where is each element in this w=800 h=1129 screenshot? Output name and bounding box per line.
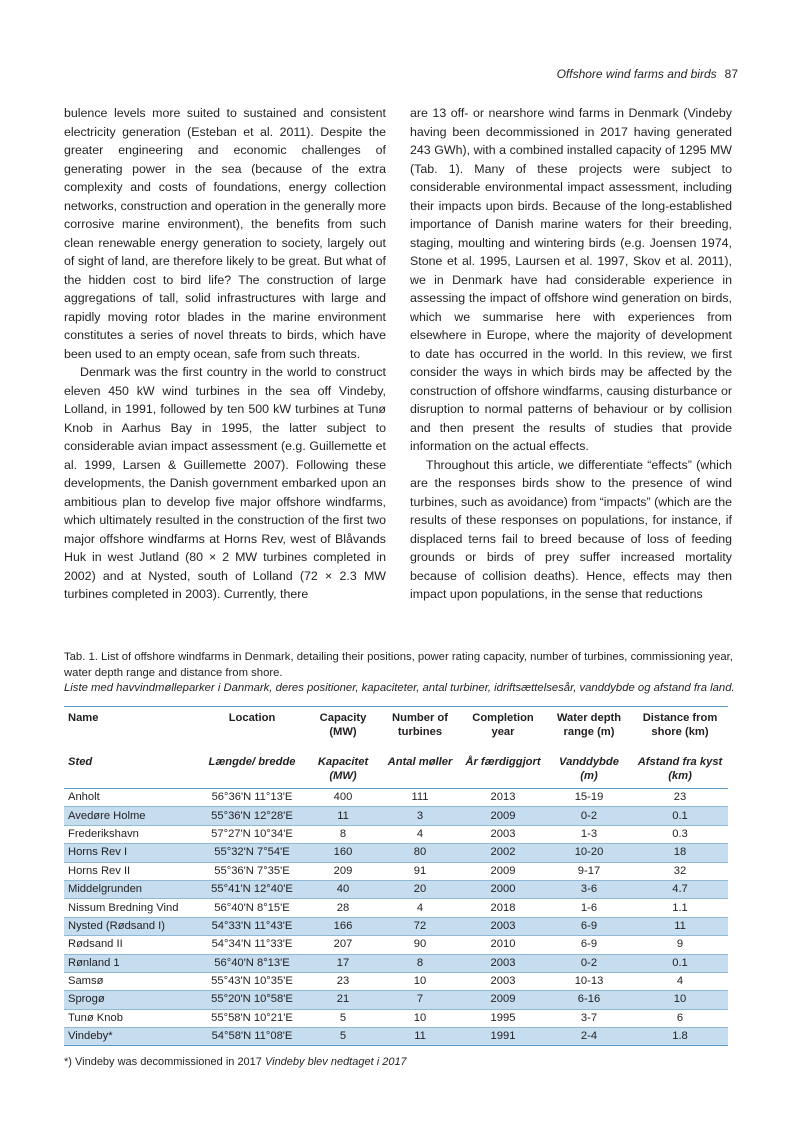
cell-turbines: 8 xyxy=(380,954,460,972)
cell-distance: 10 xyxy=(632,991,728,1009)
cell-depth: 2-4 xyxy=(546,1028,632,1046)
cell-year: 1991 xyxy=(460,1028,546,1046)
cell-turbines: 90 xyxy=(380,936,460,954)
cell-year: 2009 xyxy=(460,807,546,825)
cell-name: Sprogø xyxy=(64,991,198,1009)
header-laengde-bredde: Længde/ bredde xyxy=(198,752,306,789)
cell-capacity: 400 xyxy=(306,789,380,807)
cell-distance: 0.3 xyxy=(632,825,728,843)
cell-location: 57°27'N 10°34'E xyxy=(198,825,306,843)
header-turbines: Number of turbines xyxy=(380,707,460,753)
cell-year: 1995 xyxy=(460,1009,546,1027)
table-row xyxy=(64,1009,728,1027)
cell-name: Frederikshavn xyxy=(64,825,198,843)
cell-year: 2013 xyxy=(460,789,546,807)
header-name: Name xyxy=(64,707,198,753)
cell-distance: 1.1 xyxy=(632,899,728,917)
cell-capacity: 5 xyxy=(306,1028,380,1046)
header-kapacitet: Kapacitet (MW) xyxy=(306,752,380,789)
cell-distance: 18 xyxy=(632,844,728,862)
cell-distance: 23 xyxy=(632,789,728,807)
paragraph: Throughout this article, we differentiate “effects” (which are the responses birds show to the presence of wind turbines, such as avoidance) from “impacts” (which are the results of these responses on populations, for instance, if displaced terns fail to breed because of loss of feeding grounds or birds of prey suffer increased mortality because of collision deaths). Hence, effects may then impact upon populations, in the sense that reductions xyxy=(410,457,732,601)
cell-turbines: 111 xyxy=(380,789,460,807)
cell-name: Vindeby* xyxy=(64,1028,198,1046)
cell-capacity: 160 xyxy=(306,844,380,862)
header-vanddybde: Vanddybde (m) xyxy=(546,752,632,789)
cell-depth: 9-17 xyxy=(546,862,632,880)
cell-year: 2003 xyxy=(460,825,546,843)
cell-capacity: 11 xyxy=(306,807,380,825)
cell-year: 2003 xyxy=(460,917,546,935)
cell-turbines: 4 xyxy=(380,825,460,843)
windfarm-table xyxy=(64,706,728,1046)
cell-location: 54°58'N 11°08'E xyxy=(198,1028,306,1046)
cell-capacity: 28 xyxy=(306,899,380,917)
cell-year: 2002 xyxy=(460,844,546,862)
cell-turbines: 10 xyxy=(380,972,460,990)
table-row xyxy=(64,917,728,935)
table-row xyxy=(64,899,728,917)
table-row xyxy=(64,825,728,843)
cell-turbines: 11 xyxy=(380,1028,460,1046)
footnote-danish: Vindeby blev nedtaget i 2017 xyxy=(264,1056,407,1068)
cell-location: 55°43'N 10°35'E xyxy=(198,972,306,990)
cell-distance: 4.7 xyxy=(632,880,728,898)
cell-name: Horns Rev I xyxy=(64,844,198,862)
cell-depth: 1-6 xyxy=(546,899,632,917)
header-distance: Distance from shore (km) xyxy=(632,707,728,753)
header-depth: Water depth range (m) xyxy=(546,707,632,753)
cell-year: 2018 xyxy=(460,899,546,917)
page-number: 87 xyxy=(724,67,738,81)
cell-year: 2000 xyxy=(460,880,546,898)
cell-capacity: 8 xyxy=(306,825,380,843)
table-footnote xyxy=(64,1056,407,1068)
table-row xyxy=(64,954,728,972)
cell-location: 56°40'N 8°15'E xyxy=(198,899,306,917)
cell-distance: 4 xyxy=(632,972,728,990)
cell-turbines: 10 xyxy=(380,1009,460,1027)
cell-capacity: 17 xyxy=(306,954,380,972)
table-row xyxy=(64,1028,728,1046)
paragraph: Denmark was the first country in the world to construct eleven 450 kW wind turbines in the sea off Vindeby, Lolland, in 1991, followed by ten 500 kW turbines at Tunø Knob in Aarhus Bay in 1995, the latter subject to considerable avian impact assessment (e.g. Guillemette et al. 1999, Larsen & Guillemette 2007). Following these developments, the Danish government embarked upon an ambitious plan to develop five major offshore windfarms, which ultimately resulted in the construction of the first two major offshore windfarms at Horns Rev, west of Blåvands Huk in west Jutland (80 × 2 MW turbines completed in 2002) and at Nysted, south of Lolland (72 × 2.3 MW turbines completed in 2003). Currently, there xyxy=(64,365,386,601)
cell-location: 55°36'N 12°28'E xyxy=(198,807,306,825)
cell-capacity: 166 xyxy=(306,917,380,935)
running-head-title: Offshore wind farms and birds xyxy=(556,67,717,81)
cell-name: Nysted (Rødsand I) xyxy=(64,917,198,935)
cell-turbines: 72 xyxy=(380,917,460,935)
cell-year: 2010 xyxy=(460,936,546,954)
header-afstand: Afstand fra kyst (km) xyxy=(632,752,728,789)
table-caption xyxy=(64,650,736,697)
cell-depth: 6-9 xyxy=(546,917,632,935)
cell-year: 2009 xyxy=(460,862,546,880)
cell-location: 55°41'N 12°40'E xyxy=(198,880,306,898)
footnote-english: *) Vindeby was decommissioned in 2017 xyxy=(64,1056,262,1068)
header-capacity: Capacity (MW) xyxy=(306,707,380,753)
table-row xyxy=(64,862,728,880)
table-row xyxy=(64,844,728,862)
cell-turbines: 91 xyxy=(380,862,460,880)
cell-distance: 32 xyxy=(632,862,728,880)
cell-year: 2003 xyxy=(460,972,546,990)
cell-name: Rønland 1 xyxy=(64,954,198,972)
caption-danish: Liste med havvindmølleparker i Danmark, deres positioner, kapaciteter, antal turbiner, idriftsættelsesår, vanddybde og afstand fra land. xyxy=(64,682,735,694)
cell-location: 54°33'N 11°43'E xyxy=(198,917,306,935)
cell-capacity: 207 xyxy=(306,936,380,954)
cell-name: Horns Rev II xyxy=(64,862,198,880)
cell-distance: 0.1 xyxy=(632,954,728,972)
cell-location: 56°36'N 11°13'E xyxy=(198,789,306,807)
paragraph: are 13 off- or nearshore wind farms in Denmark (Vindeby having been decommissioned in 2017 having generated 243 GWh), with a combined installed capacity of 1295 MW (Tab. 1). Many of these projects were subject to considerable environmental impact assessment, including their impacts upon birds. Because of the long-established importance of Danish marine waters for their breeding, staging, moulting and wintering birds (e.g. Joensen 1974, Stone et al. 1995, Laursen et al. 1997, Skov et al. 2011), we in Denmark have had considerable experience in assessing the impact of offshore wind generation on birds, which we summarise here with experiences from elsewhere in Europe, where the majority of development to date has occurred in the world. In this review, we first consider the ways in which birds may be affected by the construction of offshore windfarms, causing disturbance or disruption to normal patterns of behaviour or by collision and then present the results of studies that provide information on the actual effects. xyxy=(410,106,732,453)
body-column-left xyxy=(64,104,386,604)
cell-turbines: 80 xyxy=(380,844,460,862)
cell-name: Middelgrunden xyxy=(64,880,198,898)
header-sted: Sted xyxy=(64,752,198,789)
header-row-english xyxy=(64,707,728,753)
cell-turbines: 7 xyxy=(380,991,460,1009)
cell-turbines: 4 xyxy=(380,899,460,917)
cell-depth: 6-16 xyxy=(546,991,632,1009)
cell-depth: 15-19 xyxy=(546,789,632,807)
cell-distance: 6 xyxy=(632,1009,728,1027)
cell-depth: 1-3 xyxy=(546,825,632,843)
cell-depth: 0-2 xyxy=(546,807,632,825)
table-row xyxy=(64,789,728,807)
running-head xyxy=(557,67,738,81)
header-location: Location xyxy=(198,707,306,753)
table-row xyxy=(64,936,728,954)
cell-depth: 3-7 xyxy=(546,1009,632,1027)
cell-depth: 3-6 xyxy=(546,880,632,898)
cell-turbines: 3 xyxy=(380,807,460,825)
header-antal-moller: Antal møller xyxy=(380,752,460,789)
cell-turbines: 20 xyxy=(380,880,460,898)
cell-location: 55°20'N 10°58'E xyxy=(198,991,306,1009)
cell-name: Tunø Knob xyxy=(64,1009,198,1027)
cell-location: 55°58'N 10°21'E xyxy=(198,1009,306,1027)
cell-depth: 10-13 xyxy=(546,972,632,990)
cell-location: 55°36'N 7°35'E xyxy=(198,862,306,880)
cell-depth: 10-20 xyxy=(546,844,632,862)
body-column-right xyxy=(410,104,732,604)
cell-capacity: 209 xyxy=(306,862,380,880)
cell-capacity: 40 xyxy=(306,880,380,898)
table-row xyxy=(64,880,728,898)
cell-name: Rødsand II xyxy=(64,936,198,954)
cell-year: 2009 xyxy=(460,991,546,1009)
cell-year: 2003 xyxy=(460,954,546,972)
cell-name: Anholt xyxy=(64,789,198,807)
caption-english: Tab. 1. List of offshore windfarms in Denmark, detailing their positions, power rating capacity, number of turbines, commissioning year, water depth range and distance from shore. xyxy=(64,651,733,679)
header-year: Completion year xyxy=(460,707,546,753)
paragraph: bulence levels more suited to sustained and consistent electricity generation (Esteban et al. 2011). Despite the greater engineering and economic challenges of generating power in the sea (because of the extra complexity and costs of foundations, energy collection networks, construction and operation in the generally more corrosive marine environment), the benefits from such clean renewable energy generation to society, largely out of sight of land, are therefore likely to be great. But what of the hidden cost to bird life? The construction of large aggregations of tall, solid infrastructures with large and rapidly moving rotor blades in the marine environment constitutes a series of novel threats to birds, which have been used to an empty ocean, safe from such threats. xyxy=(64,106,386,361)
cell-distance: 11 xyxy=(632,917,728,935)
table-row xyxy=(64,807,728,825)
cell-depth: 6-9 xyxy=(546,936,632,954)
cell-distance: 1.8 xyxy=(632,1028,728,1046)
cell-location: 55°32'N 7°54'E xyxy=(198,844,306,862)
cell-name: Nissum Bredning Vind xyxy=(64,899,198,917)
cell-capacity: 21 xyxy=(306,991,380,1009)
header-aar: År færdiggjort xyxy=(460,752,546,789)
cell-distance: 9 xyxy=(632,936,728,954)
cell-name: Avedøre Holme xyxy=(64,807,198,825)
cell-distance: 0.1 xyxy=(632,807,728,825)
header-row-danish xyxy=(64,752,728,789)
cell-location: 54°34'N 11°33'E xyxy=(198,936,306,954)
table-row xyxy=(64,972,728,990)
cell-capacity: 5 xyxy=(306,1009,380,1027)
cell-location: 56°40'N 8°13'E xyxy=(198,954,306,972)
cell-capacity: 23 xyxy=(306,972,380,990)
table-row xyxy=(64,991,728,1009)
cell-depth: 0-2 xyxy=(546,954,632,972)
cell-name: Samsø xyxy=(64,972,198,990)
